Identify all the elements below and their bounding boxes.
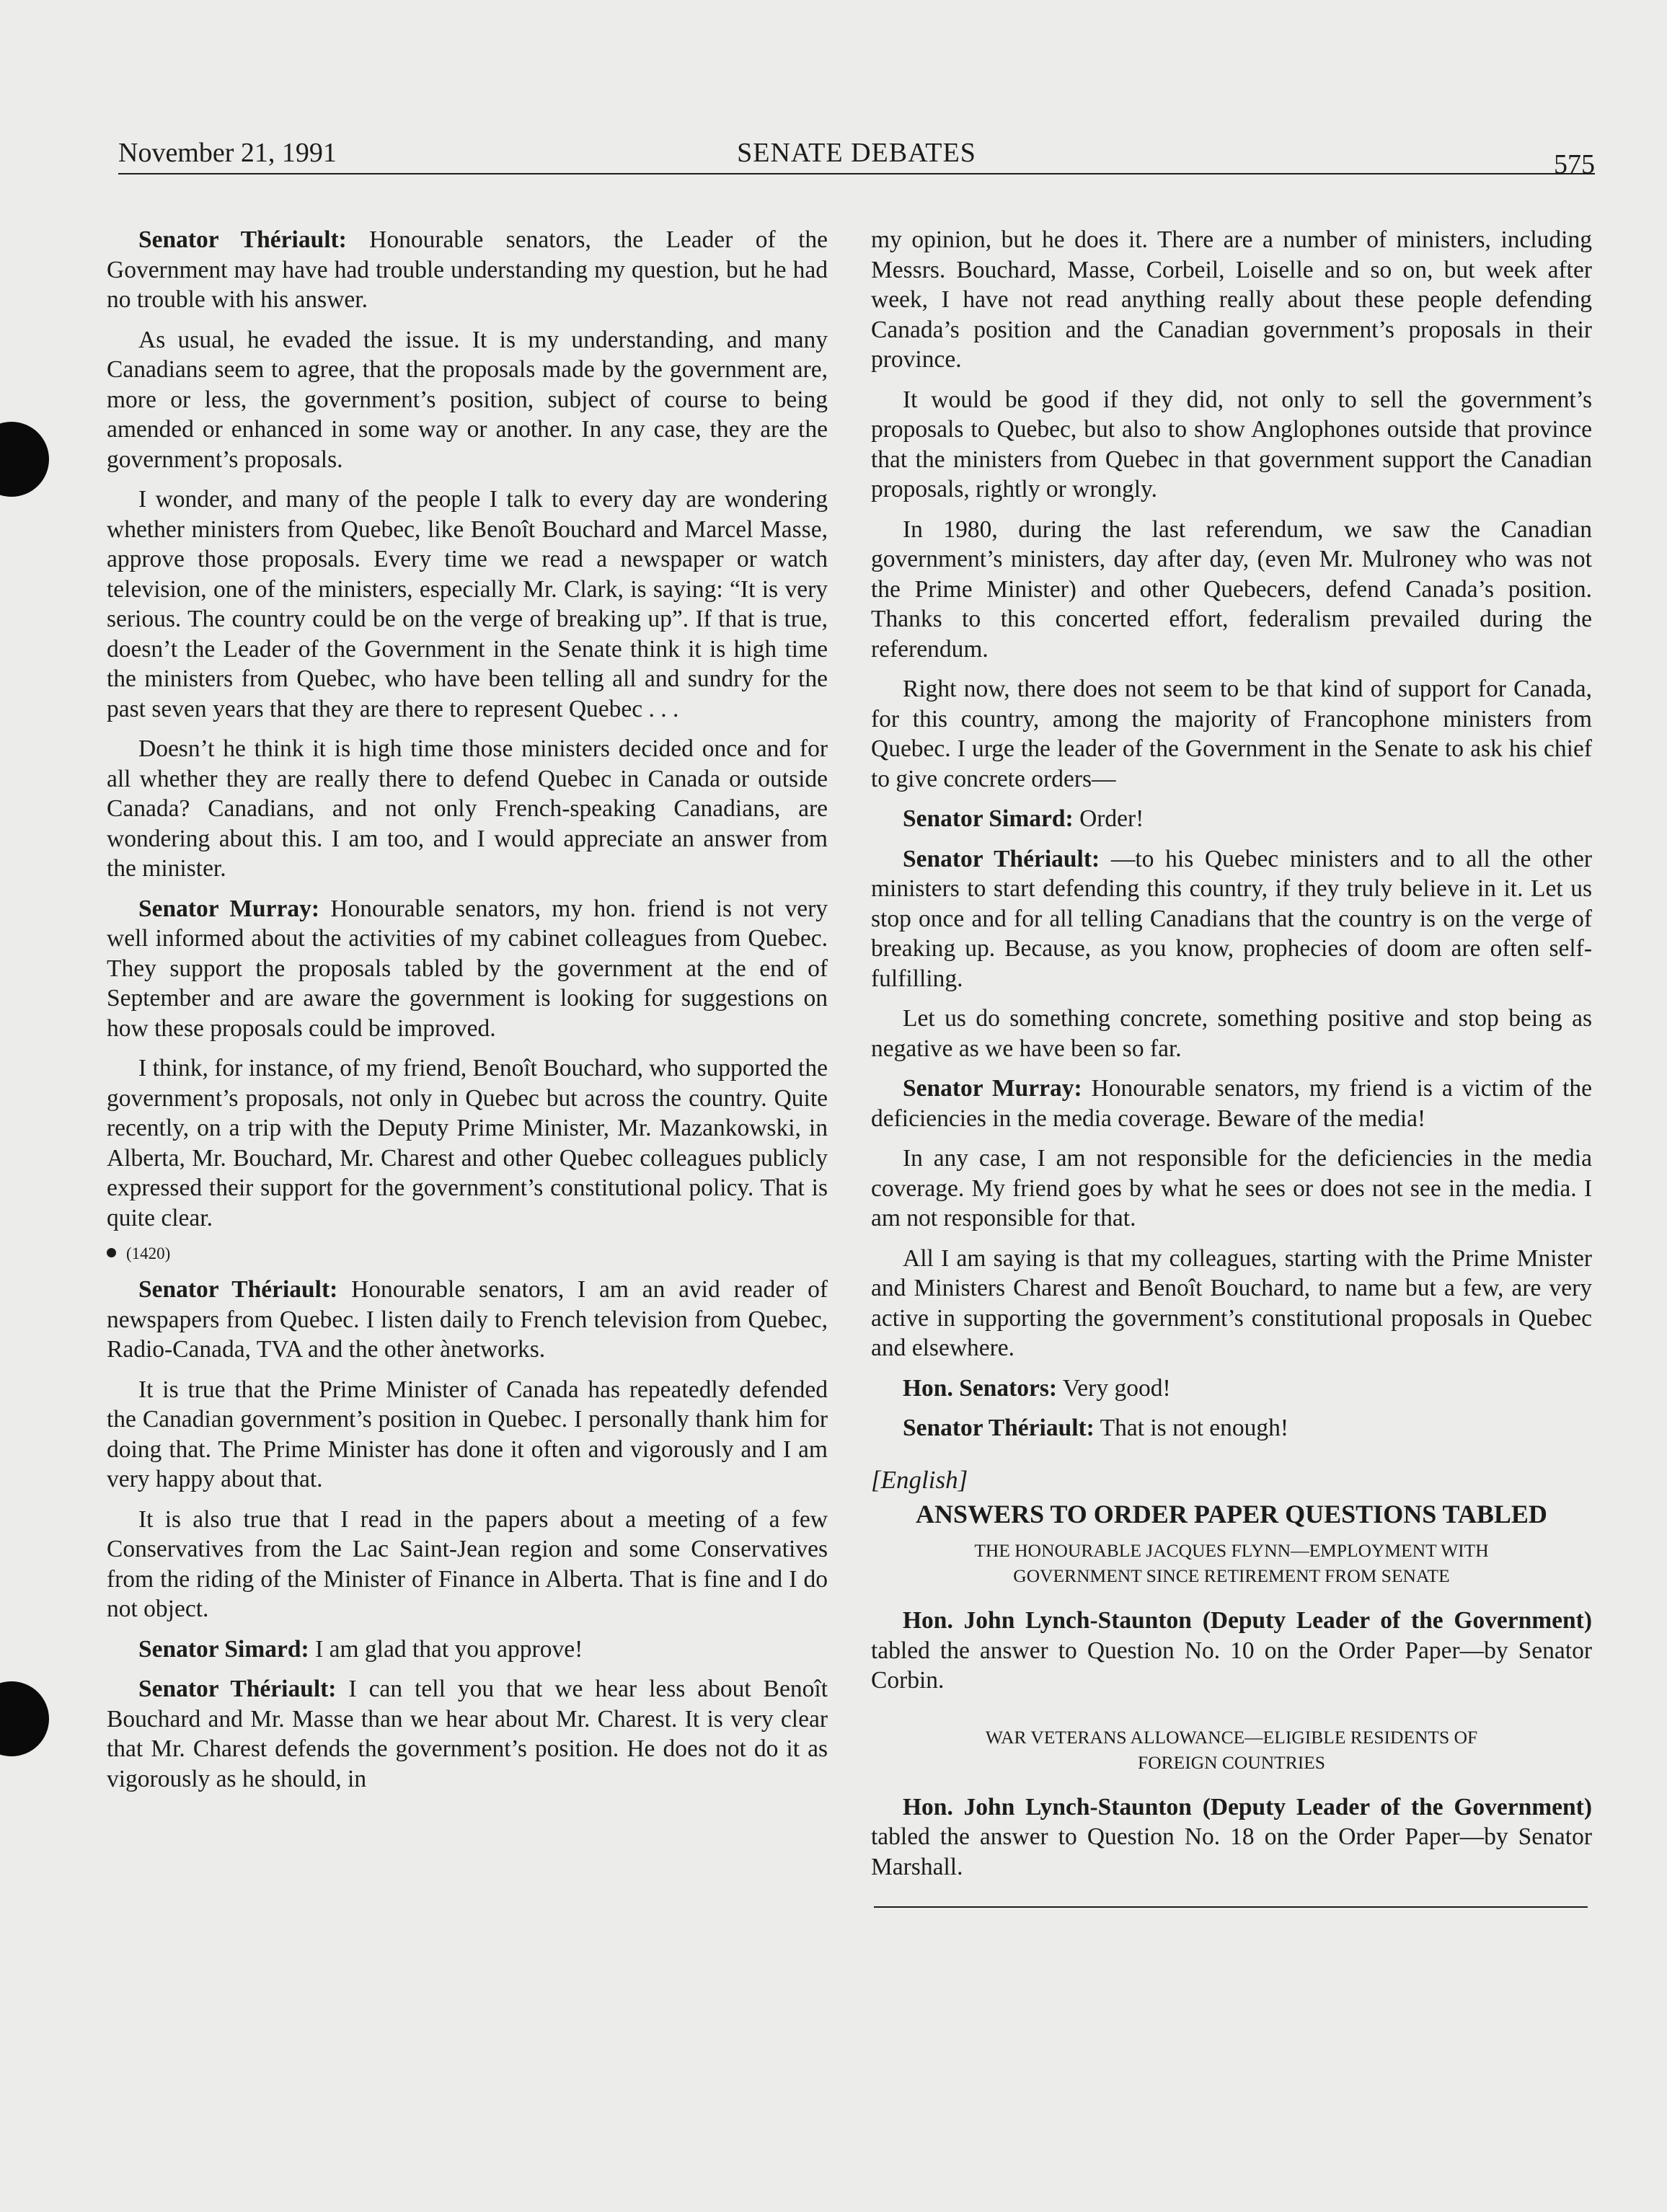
subheading: WAR VETERANS ALLOWANCE—ELIGIBLE RESIDENTS OF FOREIGN COUNTRIES bbox=[985, 1726, 1478, 1773]
subheading: THE HONOURABLE JACQUES FLYNN—EMPLOYMENT WITH GOVERNMENT SINCE RETIREMENT FROM SENATE bbox=[974, 1540, 1489, 1586]
speaker-name: Senator Thériault: bbox=[138, 1276, 338, 1303]
language-tag: [English] bbox=[871, 1465, 968, 1494]
binder-hole-upper bbox=[0, 422, 49, 497]
header-date: November 21, 1991 bbox=[118, 138, 337, 168]
speaker-name: Senator Thériault: bbox=[138, 1676, 337, 1702]
page-header bbox=[118, 137, 1595, 180]
paragraph: my opinion, but he does it. There are a number of ministers, including Messrs. Bouchard, Masse, Corbeil, Loiselle and so on, but week after week, I have not read anything really about these people defending Canada’s position and the Canadian government’s proposals in their province. bbox=[871, 226, 1592, 373]
speaker-name: Hon. John Lynch-Staunton (Deputy Leader of the Government) bbox=[903, 1793, 1592, 1821]
paragraph: As usual, he evaded the issue. It is my understanding, and many Canadians seem to agree, that the proposals made by the government are, more or less, the government’s position, subject of course to being amended or enhanced in some way or another. In any case, they are the government’s proposals. bbox=[107, 326, 828, 473]
paragraph: In any case, I am not responsible for the deficiencies in the media coverage. My friend goes by what he sees or does not see in the media. I am not responsible for that. bbox=[871, 1145, 1592, 1231]
time-marker: (1420) bbox=[107, 1243, 828, 1265]
paragraph: Senator Thériault: Honourable senators, the Leader of the Government may have had trouble understanding my question, but he had no trouble with his answer. bbox=[107, 226, 828, 313]
paragraph: Doesn’t he think it is high time those ministers decided once and for all whether they are really there to defend Quebec in Canada or outside Canada? Canadians, and not only French-speaking Canadians, are wondering about this. I am too, and I would appreciate an answer from the minister. bbox=[107, 735, 828, 882]
paragraph: In 1980, during the last referendum, we saw the Canadian government’s ministers, day after day, (even Mr. Mulroney who was not the Prime Minister) and other Quebecers, defend Canada’s position. Thanks to this concerted effort, federalism prevailed during the referendum. bbox=[871, 516, 1592, 663]
bullet-icon bbox=[107, 1248, 116, 1257]
paragraph: Senator Simard: I am glad that you approve! bbox=[138, 1635, 583, 1663]
section-heading: ANSWERS TO ORDER PAPER QUESTIONS TABLED bbox=[916, 1500, 1547, 1529]
header-rule bbox=[118, 173, 1595, 174]
closing-rule bbox=[874, 1906, 1588, 1908]
speaker-name: Hon. Senators: bbox=[903, 1374, 1058, 1402]
paragraph: Senator Simard: Order! bbox=[903, 805, 1144, 832]
paragraph: I think, for instance, of my friend, Benoît Bouchard, who supported the government’s proposals, not only in Quebec but across the country. Quite recently, on a trip with the Deputy Prime Minister, Mr. Mazankowski, in Alberta, Mr. Bouchard, Mr. Charest and other Quebec colleagues publicly expressed their support for the government’s constitutional policy. That is quite clear. bbox=[107, 1055, 828, 1231]
speaker-name: Hon. John Lynch-Staunton (Deputy Leader of the Government) bbox=[903, 1607, 1592, 1634]
speaker-name: Senator Simard: bbox=[138, 1635, 309, 1663]
speaker-name: Senator Murray: bbox=[138, 895, 320, 922]
binder-hole-lower bbox=[0, 1681, 49, 1756]
speaker-name: Senator Thériault: bbox=[903, 845, 1100, 872]
paragraph: Let us do something concrete, something positive and stop being as negative as we have been so far. bbox=[871, 1005, 1592, 1062]
right-column bbox=[871, 225, 1592, 1908]
paragraph: Hon. Senators: Very good! bbox=[903, 1374, 1171, 1402]
paragraph: I wonder, and many of the people I talk to every day are wondering whether ministers from Quebec, like Benoît Bouchard and Marcel Masse, approve those proposals. Every time we read a newspaper or watch television, one of the ministers, especially Mr. Clark, is saying: “It is very serious. The country could be on the verge of breaking up”. If that is true, doesn’t the Leader of the Government in the Senate think it is high time the ministers from Quebec, who have been telling all and sundry for the past seven years that they are there to represent Quebec . . . bbox=[107, 486, 828, 722]
paragraph: Senator Murray: Honourable senators, my friend is a victim of the deficiencies in the media coverage. Beware of the media! bbox=[871, 1075, 1592, 1132]
paragraph: Senator Thériault: Honourable senators, I am an avid reader of newspapers from Quebec. I listen daily to French television from Quebec, Radio-Canada, TVA and the other ànetworks. bbox=[107, 1276, 828, 1363]
speaker-name: Senator Thériault: bbox=[903, 1415, 1095, 1441]
paragraph: Senator Thériault: That is not enough! bbox=[903, 1415, 1289, 1441]
paragraph: Right now, there does not seem to be that kind of support for Canada, for this country, among the majority of Francophone ministers from Quebec. I urge the leader of the Government in the Senate to ask his chief to give concrete orders— bbox=[871, 676, 1592, 792]
paragraph: It is true that the Prime Minister of Canada has repeatedly defended the Canadian government’s position in Quebec. I personally thank him for doing that. The Prime Minister has done it often and vigorously and I am very happy about that. bbox=[107, 1376, 828, 1492]
paragraph: Senator Murray: Honourable senators, my hon. friend is not very well informed about the activities of my cabinet colleagues from Quebec. They support the proposals tabled by the government at the end of September and are aware the government is looking for suggestions on how these proposals could be improved. bbox=[107, 895, 828, 1042]
paragraph: It would be good if they did, not only to sell the government’s proposals to Quebec, but also to show Anglophones outside that province that the ministers from Quebec in that government support the Canadian proposals, rightly or wrongly. bbox=[871, 386, 1592, 503]
speaker-name: Senator Thériault: bbox=[138, 226, 347, 253]
header-title: SENATE DEBATES bbox=[737, 138, 976, 168]
paragraph: Senator Thériault: —to his Quebec ministers and to all the other ministers to start defending this country, if they truly believe in it. Let us stop once and for all telling Canadians that the country is on the verge of breaking up. Because, as you know, prophecies of doom are often self-fulfilling. bbox=[871, 845, 1593, 992]
paragraph: It is also true that I read in the papers about a meeting of a few Conservatives from the Lac Saint-Jean region and some Conservatives from the riding of the Minister of Finance in Alberta. That is fine and I do not object. bbox=[107, 1505, 828, 1622]
paragraph: All I am saying is that my colleagues, starting with the Prime Mnister and Ministers Charest and Benoît Bouchard, to name but a few, are very active in supporting the government’s constitutional proposals in Quebec and elsewhere. bbox=[871, 1244, 1592, 1361]
left-column bbox=[107, 225, 828, 1804]
speaker-name: Senator Simard: bbox=[903, 805, 1074, 832]
paragraph: Hon. John Lynch-Staunton (Deputy Leader of the Government) tabled the answer to Question No. 10 on the Order Paper—by Senator Corbin. bbox=[871, 1607, 1592, 1694]
paragraph: Senator Thériault: I can tell you that we hear less about Benoît Bouchard and Mr. Masse than we hear about Mr. Charest. It is very clear that Mr. Charest defends the government’s position. He does not do it as vigorously as he should, in bbox=[107, 1676, 828, 1792]
page-number: 575 bbox=[1554, 149, 1595, 180]
paragraph: Hon. John Lynch-Staunton (Deputy Leader of the Government) tabled the answer to Question No. 18 on the Order Paper—by Senator Marshall. bbox=[871, 1793, 1592, 1880]
speaker-name: Senator Murray: bbox=[903, 1075, 1082, 1102]
